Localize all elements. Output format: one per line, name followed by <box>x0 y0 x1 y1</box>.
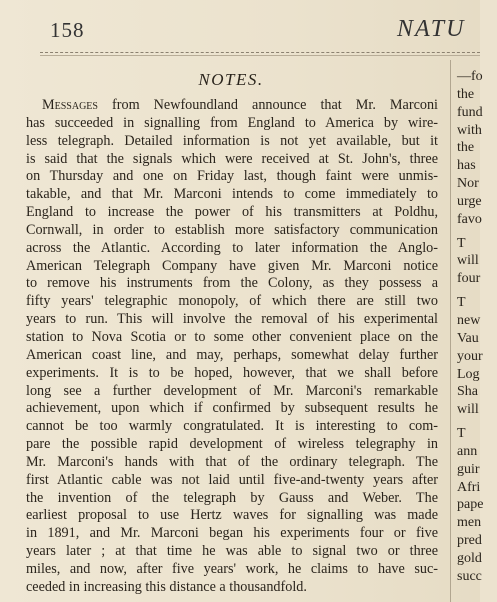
lead-word: Messages <box>42 97 98 113</box>
adjacent-column-fragment: Sha <box>457 384 478 400</box>
adjacent-column-fragment: the <box>457 140 475 156</box>
article-line: across the Atlantic. According to later information the Anglo- <box>26 239 438 256</box>
journal-title: NATU <box>397 16 466 42</box>
article-line: earliest proposal to use Hertz waves for signalling was made <box>26 507 438 524</box>
article-line: experiments. It is to be hoped, however, that we shall before <box>26 364 438 381</box>
article-line: pare the possible rapid development of wireless telegraphy in <box>26 436 438 453</box>
adjacent-column-fragment: Vau <box>457 330 479 346</box>
article-line: to remove his instruments from the Colony, as they possess a <box>26 275 438 292</box>
article-line: American Telegraph Company have given Mr. Marconi notice <box>26 257 438 274</box>
adjacent-column-fragment: Log <box>457 366 480 382</box>
article-line: cannot be too warmly congratulated. It is interesting to com- <box>26 418 438 435</box>
article-line: first Atlantic cable was not laid until five-and-twenty years after <box>26 471 438 488</box>
article-line: American coast line, and may, perhaps, somewhat delay further <box>26 346 438 363</box>
article-line: fifty years' telegraphic monopoly, of which there are still two <box>26 293 438 310</box>
adjacent-column <box>457 68 497 586</box>
article-line: Mr. Marconi's hands with that of the ordinary telegraph. The <box>26 453 438 470</box>
article-line: station to Nova Scotia or to some other convenient place on the <box>26 328 438 345</box>
article-line: takable, and that Mr. Marconi intends to come immediately to <box>26 186 438 203</box>
article-line: miles, and now, after five years' work, he claims to have suc- <box>26 560 438 577</box>
article-line: long see a further development of Mr. Marconi's remarkable <box>26 382 438 399</box>
article-line: England to increase the power of his transmitters at Poldhu, <box>26 204 438 221</box>
article-line: has succeeded in signalling from England to America by wire- <box>26 114 438 131</box>
adjacent-column-fragment: —fo <box>457 69 483 84</box>
article-line: Cornwall, in order to establish more satisfactory communication <box>26 221 438 238</box>
adjacent-column-fragment: with <box>457 122 482 138</box>
adjacent-column-fragment: has <box>457 158 476 174</box>
notes-heading: NOTES. <box>198 70 264 89</box>
notes-article <box>26 97 438 597</box>
article-line: years to run. This will involve the removal of his experimental <box>26 311 438 328</box>
adjacent-column-fragment: fund <box>457 104 483 120</box>
header-rule-secondary <box>40 55 480 56</box>
article-line: in 1891, and Mr. Marconi began his experiments four or five <box>26 525 438 542</box>
adjacent-column-fragment: four <box>457 271 481 287</box>
adjacent-column-fragment: T <box>457 235 466 251</box>
adjacent-column-fragment: succ <box>457 568 482 584</box>
article-line: Messages from Newfoundland announce that Mr. Marconi <box>42 97 438 113</box>
article-line: ceeded in increasing this distance a thousandfold. <box>26 578 307 595</box>
column-divider <box>450 60 451 602</box>
adjacent-column-fragment: your <box>457 348 483 364</box>
adjacent-column-fragment: will <box>457 253 479 269</box>
adjacent-column-fragment: Nor <box>457 176 479 192</box>
article-line: is said that the signals which were received at St. John's, three <box>26 150 438 167</box>
adjacent-column-fragment: favo <box>457 211 482 227</box>
adjacent-column-fragment: men <box>457 515 482 531</box>
adjacent-column-fragment: the <box>457 86 475 102</box>
adjacent-column-fragment: pred <box>457 533 482 549</box>
adjacent-column-fragment: T <box>457 426 466 442</box>
article-line: achievement, upon which if confirmed by subsequent results he <box>26 400 438 417</box>
adjacent-column-fragment: guir <box>457 461 480 477</box>
adjacent-column-fragment: ann <box>457 443 478 459</box>
adjacent-column-fragment: gold <box>457 550 482 566</box>
page-number: 158 <box>50 18 85 42</box>
adjacent-column-fragment: pape <box>457 497 484 513</box>
article-line: years later ; at that time he was able to signal two or three <box>26 543 438 560</box>
adjacent-column-fragment: urge <box>457 193 482 209</box>
header-rule <box>40 52 480 53</box>
article-line: less telegraph. Detailed information is not yet available, but it <box>26 132 438 149</box>
article-line: on Thursday and one on Friday last, though faint were unmis- <box>26 168 438 185</box>
article-line: the invention of the telegraph by Gauss and Weber. The <box>26 489 438 506</box>
adjacent-column-fragment: T <box>457 295 466 311</box>
adjacent-column-fragment: will <box>457 402 479 418</box>
adjacent-column-fragment: new <box>457 312 481 328</box>
adjacent-column-fragment: Afri <box>457 479 481 495</box>
